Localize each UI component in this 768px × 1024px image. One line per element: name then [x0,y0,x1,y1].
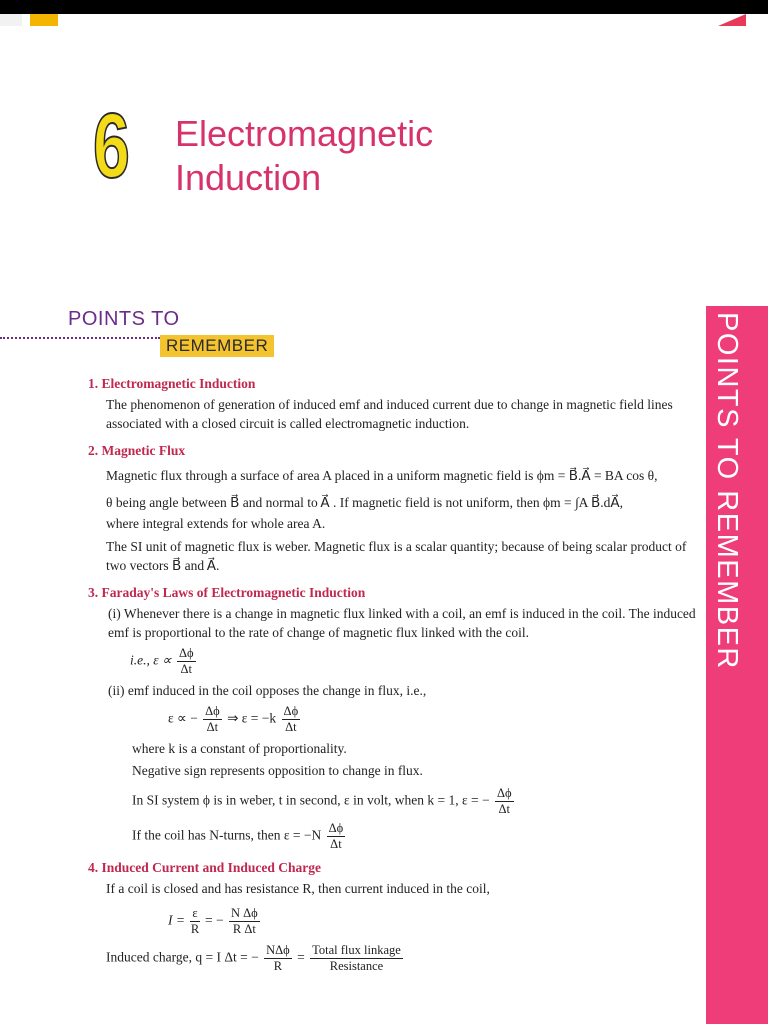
corner-decoration-yellow [30,14,58,26]
page-content [88,370,698,974]
paragraph: where integral extends for whole area A. [106,516,326,531]
section-heading-remember: REMEMBER [160,335,274,357]
paragraph: If a coil is closed and has resistance R, then current induced in the coil, [106,881,490,896]
paragraph: The phenomenon of generation of induced emf and induced current due to change in magnetic field lines associated with a closed circuit is called electromagnetic induction. [106,397,673,431]
heading-magnetic-flux: 2. Magnetic Flux [88,443,186,458]
equation-current: I = $\frac{\varepsilon}{R}$ = − $\frac{\text{N Δϕ}}{\text{R Δt}}$ [168,906,258,936]
equation-proportional [130,646,698,677]
paragraph: where k is a constant of proportionality. [132,741,347,756]
chapter-title [175,112,433,200]
heading-faradays-laws: 3. Faraday's Laws of Electromagnetic Induction [88,585,366,600]
corner-decoration [0,14,22,26]
side-banner [706,306,768,1024]
chapter-title-line2: Induction [175,157,322,198]
law-two: (ii) emf induced in the coil opposes the change in flux, i.e., [108,683,427,698]
paragraph: θ being angle between B⃗ and normal to A⃗ . If magnetic field is not uniform, then ϕm = ∫A B⃗.dA⃗, [106,495,624,510]
chapter-title-line1: Electromagnetic [175,113,434,154]
heading-electromagnetic-induction: 1. Electromagnetic Induction [88,376,256,391]
section-heading-points-to: POINTS TO [68,308,180,330]
equation-si: In SI system ϕ is in weber, t in second, ε in volt, when k = 1, ε = − $\frac{\Delta\phi}{\Delta t}$ [132,786,512,816]
paragraph: Magnetic flux through a surface of area A placed in a uniform magnetic field is ϕm = B⃗.A⃗ = BA cos θ, [106,468,658,483]
law-one: (i) Whenever there is a change in magnetic flux linked with a coil, an emf is induced in the coil. The induced emf is proportional to the rate of change of magnetic flux linked with the coil. [108,606,696,640]
side-banner-text: POINTS TO REMEMBER [711,312,743,670]
chapter-number: 6 [93,95,130,197]
corner-decoration-red [718,14,746,26]
dotted-divider [0,337,160,339]
top-bar [0,0,768,14]
equation-charge: Induced charge, q = I Δt = − $\frac{\text{NΔϕ}}{R}$ = $\frac{\text{Total flux linkage}}{\text{Resistance}}$ [106,943,401,973]
equation-n-turns: If the coil has N-turns, then ε = −N $\frac{\Delta\phi}{\Delta t}$ [132,821,344,851]
paragraph: Negative sign represents opposition to change in flux. [132,763,423,778]
equation-prefix: i.e., ε ∝ [130,652,172,668]
paragraph: The SI unit of magnetic flux is weber. Magnetic flux is a scalar quantity; because of being scalar product of two vectors B⃗ and A⃗. [106,539,687,573]
heading-induced-current: 4. Induced Current and Induced Charge [88,860,322,875]
fraction: $\frac{\Delta\phi}{\Delta t}$ [178,646,194,676]
equation-lenz: ε ∝ − $\frac{\Delta\phi}{\Delta t}$ ⇒ ε = −k $\frac{\Delta\phi}{\Delta t}$ [168,704,299,734]
